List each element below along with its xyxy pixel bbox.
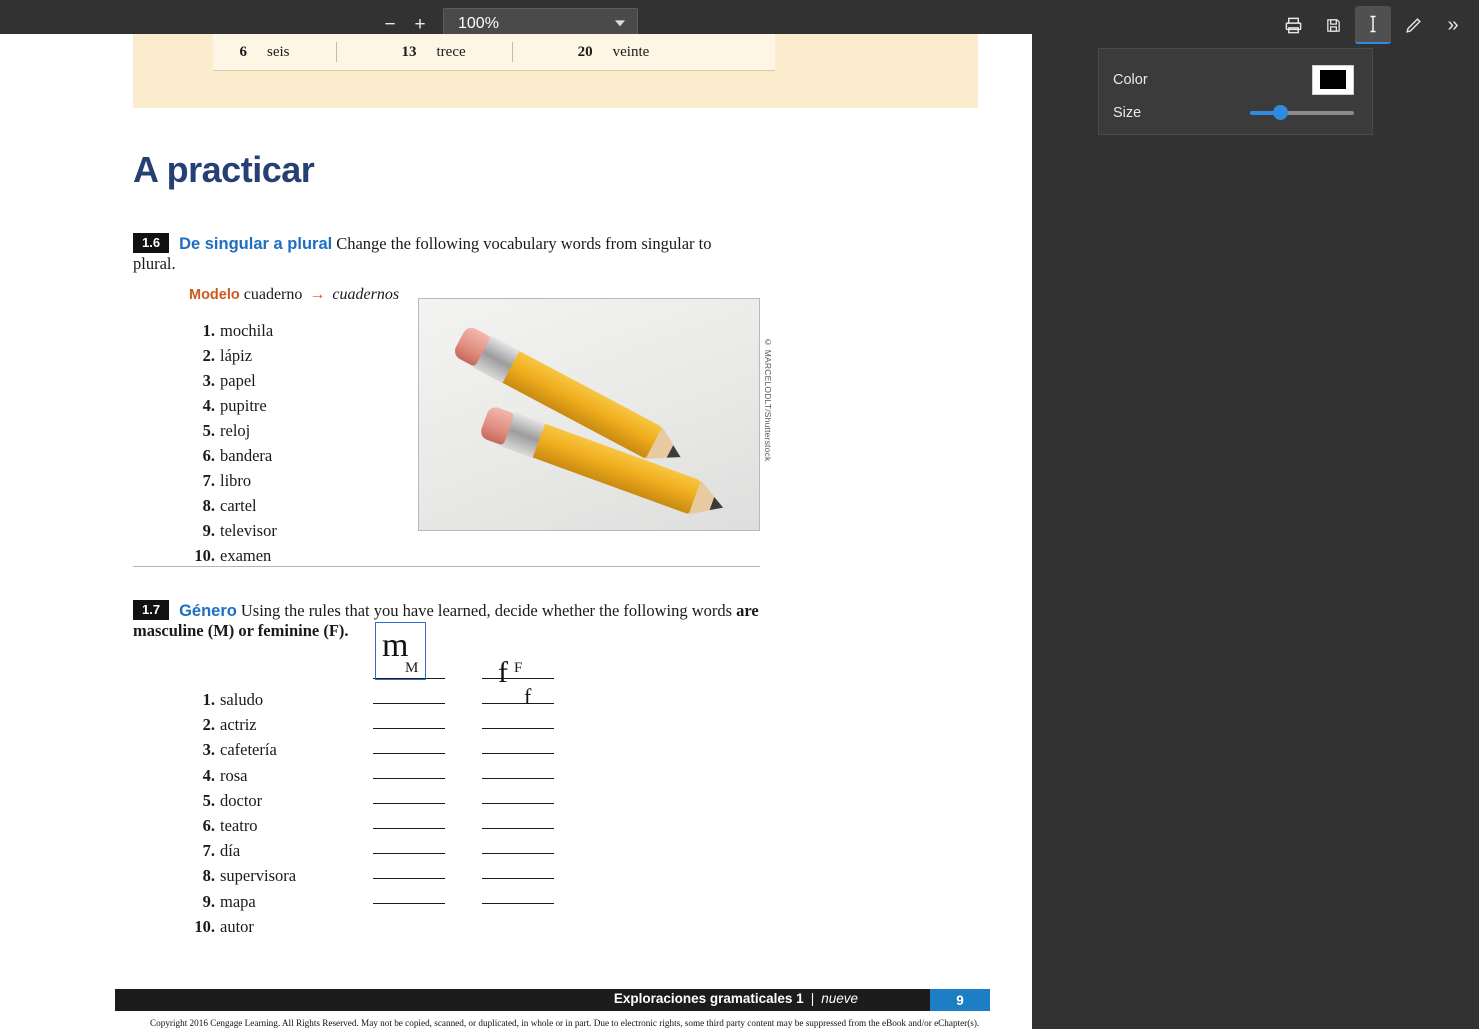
list-item [189,471,277,496]
list-item [189,521,277,546]
size-label: Size [1113,104,1142,121]
footer-word-number: nueve [821,991,858,1006]
column-header-feminine: F [514,660,523,676]
page-footer-bar [115,989,990,1011]
list-index: 6. [202,446,215,465]
numbers-row [213,34,775,71]
answer-blank-m[interactable] [373,853,445,854]
list-word: mochila [220,321,274,340]
list-word: cartel [220,496,257,515]
answer-blank-m[interactable] [373,778,445,779]
color-label: Color [1113,71,1148,88]
exercise-title: De singular a plural [179,235,333,253]
list-word: reloj [220,421,251,440]
list-index: 3. [202,371,215,390]
answer-blank-f[interactable] [482,728,554,729]
list-item [189,346,277,371]
zoom-in-button[interactable]: + [414,13,426,35]
list-item [189,321,277,346]
list-index: 9. [202,891,215,911]
list-word: examen [220,546,272,565]
list-index: 7. [202,841,215,861]
list-index: 9. [202,521,215,540]
list-index: 2. [202,346,215,365]
exercise-1-6 [133,233,753,274]
size-slider-thumb[interactable] [1273,105,1288,120]
list-item [189,866,296,891]
pencils-photo [418,298,760,531]
exercise-1-7-word-list [189,690,296,942]
section-divider [133,566,760,567]
answer-blank-m[interactable] [373,878,445,879]
list-word: papel [220,371,256,390]
list-word: actriz [220,715,257,735]
number-value: 6 [239,43,247,60]
exercise-badge: 1.6 [133,233,169,253]
list-item [189,791,296,816]
number-word: trece [436,43,466,60]
list-item [189,496,277,521]
list-index: 3. [202,740,215,760]
save-button[interactable] [1315,7,1351,43]
list-item [189,371,277,396]
list-item [189,690,296,715]
list-index: 5. [202,421,215,440]
list-index: 1. [202,690,215,709]
list-index: 8. [202,866,215,886]
list-index: 8. [202,496,215,515]
list-item [189,446,277,471]
photo-credit: © MARCELODLT/Shutterstock [763,337,773,462]
answer-blank-f[interactable] [482,753,554,754]
list-index: 6. [202,815,215,835]
ink-annotation[interactable]: f [498,656,508,689]
exercise-instructions: Using the rules that you have learned, decide whether the following words [240,601,733,620]
number-cell [383,44,466,61]
list-item [189,917,296,942]
exercise-badge: 1.7 [133,600,169,620]
answer-blank-m[interactable] [373,828,445,829]
modelo-label: Modelo [189,287,240,303]
color-swatch-current [1320,70,1346,89]
list-index: 4. [202,396,215,415]
answer-blank-f[interactable] [482,678,554,679]
list-index: 4. [202,765,215,785]
more-tools-button[interactable]: » [1447,13,1459,36]
list-index: 2. [202,715,215,735]
list-index: 10. [194,546,215,565]
list-item [189,546,277,571]
exercise-instructions-bold: are masculine (M) or feminine (F). [133,601,759,640]
list-word: mapa [220,891,256,911]
list-word: bandera [220,446,273,465]
page-left-margin [0,34,115,1029]
page-title: A practicar [133,149,315,190]
size-slider[interactable] [1250,102,1354,124]
modelo-line [189,286,399,304]
number-cell [559,44,650,61]
footer-separator: | [810,991,815,1006]
list-index: 7. [202,471,215,490]
print-button[interactable] [1275,7,1311,43]
list-word: saludo [220,690,264,709]
answer-blank-f[interactable] [482,903,554,904]
answer-blank-f[interactable] [482,803,554,804]
page-number-badge: 9 [930,989,990,1011]
exercise-1-7 [133,600,773,641]
number-word: veinte [612,43,650,60]
ink-annotation[interactable]: m [382,627,409,664]
document-page [115,34,990,1029]
answer-blank-m[interactable] [373,728,445,729]
answer-blank-f[interactable] [482,703,554,704]
draw-tool-button[interactable] [1395,7,1431,43]
exercise-instructions: Change the following vocabulary words from singular to plural. [133,234,712,273]
list-word: lápiz [220,346,253,365]
list-index: 1. [202,321,215,340]
list-item [189,421,277,446]
page-right-margin [990,34,1032,1029]
size-setting-row [1113,96,1354,129]
modelo-singular: cuaderno [243,286,303,303]
number-cell [213,44,290,61]
list-word: pupitre [220,396,267,415]
list-word: día [220,841,241,861]
list-word: cafetería [220,740,277,760]
exercise-1-6-word-list [189,321,277,571]
number-value: 20 [577,43,593,60]
zoom-level-value: 100% [458,15,499,32]
list-word: doctor [220,790,263,810]
answer-blank-m[interactable] [373,703,445,704]
list-item [189,816,296,841]
answer-blank-f[interactable] [482,828,554,829]
list-item [189,892,296,917]
ink-annotation[interactable]: f [524,684,532,709]
footer-title-group [614,991,858,1006]
exercise-title: Género [179,602,237,620]
list-word: supervisora [220,866,297,886]
list-item [189,766,296,791]
list-item [189,396,277,421]
answer-blank-f[interactable] [482,778,554,779]
list-word: teatro [220,815,258,835]
list-item [189,740,296,765]
column-header-masculine: M [405,660,419,676]
footer-title: Exploraciones gramaticales 1 [613,991,804,1006]
text-select-tool-button[interactable] [1355,6,1391,44]
toolbar-right-actions [1275,6,1471,44]
list-word: autor [220,916,254,936]
divider [512,42,513,62]
divider [336,42,337,62]
answer-blank-f[interactable] [482,853,554,854]
answer-blank-m[interactable] [373,803,445,804]
chevron-down-icon [615,20,625,26]
list-word: rosa [220,765,248,785]
list-index: 5. [202,790,215,810]
number-value: 13 [401,43,417,60]
copyright-notice: Copyright 2016 Cengage Learning. All Rights Reserved. May not be copied, scanned, or duplicated, in whole or in part. Due to electronic rights, some third party content may be suppressed from the eBook and/or eChapter(s). [150,1018,980,1028]
modelo-plural: cuadernos [332,286,400,303]
list-index: 10. [194,916,215,936]
list-word: televisor [220,521,277,540]
color-setting-row [1113,63,1354,96]
answer-blank-m[interactable] [373,903,445,904]
list-word: libro [220,471,252,490]
color-swatch-button[interactable] [1312,65,1354,95]
list-item [189,841,296,866]
answer-blank-f[interactable] [482,878,554,879]
zoom-out-button[interactable]: − [384,13,396,35]
number-word: seis [267,43,290,60]
arrow-icon: → [309,286,326,303]
numbers-reference-band [133,34,978,108]
list-item [189,715,296,740]
annotation-settings-popup [1098,48,1373,135]
answer-blank-m[interactable] [373,753,445,754]
